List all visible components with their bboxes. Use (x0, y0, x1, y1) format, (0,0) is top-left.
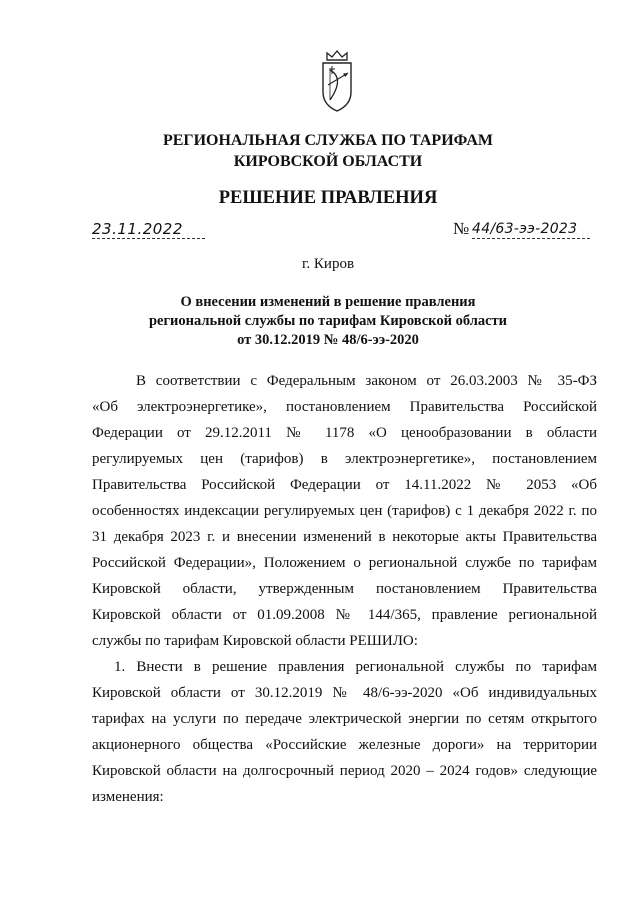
organization-name-line-2: КИРОВСКОЙ ОБЛАСТИ (233, 153, 423, 170)
body-text-line: Российской Федерации», Положением о региональной службе по тарифам (92, 555, 597, 571)
body-text-line: В соответствии с Федеральным законом от 26.03.2003 № 35-ФЗ (136, 373, 597, 389)
list-item-1-text: 1. Внести в решение правления региональной службы по тарифам (114, 659, 597, 675)
body-text-line: особенностях индексации регулируемых цен (тарифов) с 1 декабря 2022 г. по (92, 503, 597, 519)
body-text-line: службы по тарифам Кировской области РЕШИЛО: (92, 633, 418, 649)
body-text-line: акционерного общества «Российские железные дороги» на территории (92, 737, 597, 753)
city-location: г. Киров (301, 256, 355, 272)
document-title-line-3: от 30.12.2019 № 48/6-ээ-2020 (237, 332, 419, 348)
decision-date: 23.11.2022 (92, 220, 205, 239)
body-text-line: Кировской области от 01.09.2008 № 144/365, правление региональной (92, 607, 597, 623)
body-text-line: «Об электроэнергетике», постановлением Правительства Российской (92, 399, 597, 415)
body-text-line: Кировской области на долгосрочный период 2020 – 2024 годов» следующие (92, 763, 597, 779)
document-type-heading: РЕШЕНИЕ ПРАВЛЕНИЯ (218, 188, 438, 208)
body-text-line: изменения: (92, 789, 164, 805)
document-title-line-2: региональной службы по тарифам Кировской области (148, 313, 508, 329)
body-text-line: Кировской области, утвержденным постановлением Правительства (92, 581, 597, 597)
body-text-line: регулируемых цен (тарифов) в электроэнергетике», постановлением (92, 451, 597, 467)
body-text-line: 31 декабря 2023 г. и внесении изменений в некоторые акты Правительства (92, 529, 597, 545)
decision-number: 44/63-ээ-2023 (472, 220, 590, 239)
document-title-line-1: О внесении изменений в решение правления (180, 294, 476, 310)
body-text-line: тарифах на услуги по передаче электрической энергии по сетям открытого (92, 711, 597, 727)
body-text-line: Федерации от 29.12.2011 № 1178 «О ценообразовании в области (92, 425, 597, 441)
organization-name-line-1: РЕГИОНАЛЬНАЯ СЛУЖБА ПО ТАРИФАМ (162, 132, 494, 149)
body-text-line: Кировской области от 30.12.2019 № 48/6-ээ-2020 «Об индивидуальных (92, 685, 597, 701)
number-label: № (453, 219, 470, 238)
kirov-coat-of-arms-icon (318, 48, 356, 114)
body-text-line: Правительства Российской Федерации от 14.11.2022 № 2053 «Об (92, 477, 597, 493)
